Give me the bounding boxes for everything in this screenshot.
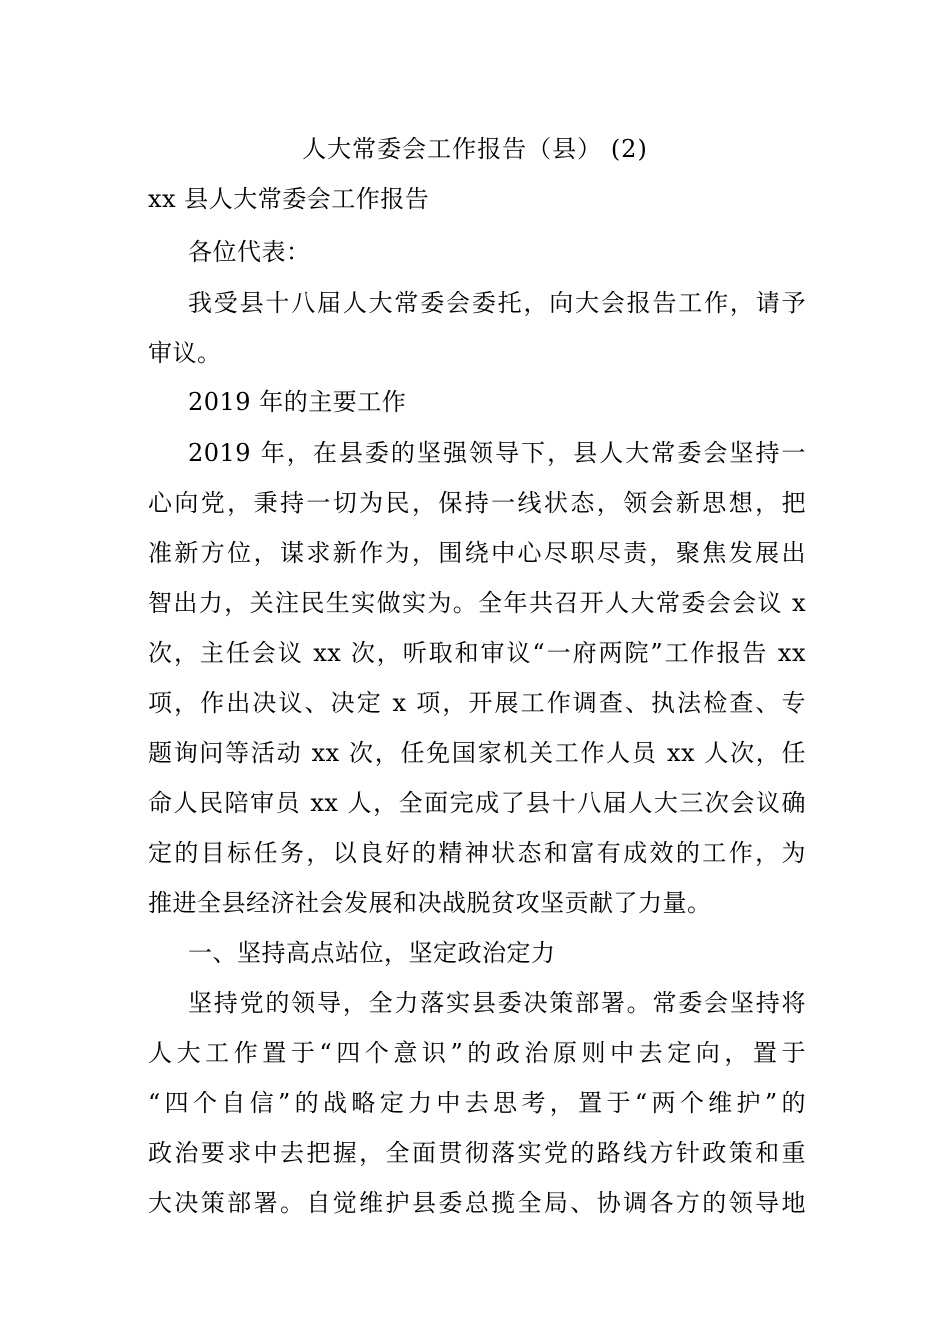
- paragraph-line: 智出力，关注民生实做实为。全年共召开人大常委会会议 x: [148, 589, 806, 617]
- paragraph-line: 题询问等活动 xx 次，任免国家机关工作人员 xx 人次，任: [148, 739, 806, 767]
- section-heading: 2019 年的主要工作: [188, 388, 407, 416]
- paragraph-line: 项，作出决议、决定 x 项，开展工作调查、执法检查、专: [148, 689, 806, 717]
- paragraph-line: 推进全县经济社会发展和决战脱贫攻坚贡献了力量。: [148, 889, 712, 917]
- paragraph-line: 心向党，秉持一切为民，保持一线状态，领会新思想，把: [148, 489, 806, 517]
- paragraph-line: 次，主任会议 xx 次，听取和审议“一府两院”工作报告 xx: [148, 639, 806, 667]
- paragraph-line: “四个自信”的战略定力中去思考，置于“两个维护”的: [148, 1089, 806, 1117]
- salutation: 各位代表：: [188, 238, 311, 266]
- paragraph-line: 大决策部署。自觉维护县委总揽全局、协调各方的领导地: [148, 1189, 806, 1217]
- paragraph-line: 准新方位，谋求新作为，围绕中心尽职尽责，聚焦发展出: [148, 539, 806, 567]
- paragraph-line: 命人民陪审员 xx 人，全面完成了县十八届人大三次会议确: [148, 789, 806, 817]
- paragraph-line: 定的目标任务，以良好的精神状态和富有成效的工作，为: [148, 839, 806, 867]
- section-heading: 一、坚持高点站位，坚定政治定力: [188, 939, 556, 967]
- paragraph-line: 审议。: [148, 339, 222, 367]
- paragraph-line: 政治要求中去把握，全面贯彻落实党的路线方针政策和重: [148, 1139, 806, 1167]
- paragraph-line: 我受县十八届人大常委会委托，向大会报告工作，请予: [188, 289, 806, 317]
- paragraph-line: 2019 年，在县委的坚强领导下，县人大常委会坚持一: [188, 439, 806, 467]
- paragraph-line: 坚持党的领导，全力落实县委决策部署。常委会坚持将: [188, 989, 806, 1017]
- report-heading: xx 县人大常委会工作报告: [148, 185, 430, 213]
- paragraph-line: 人大工作置于“四个意识”的政治原则中去定向，置于: [148, 1039, 806, 1067]
- document-title: 人大常委会工作报告（县） (2): [302, 135, 648, 163]
